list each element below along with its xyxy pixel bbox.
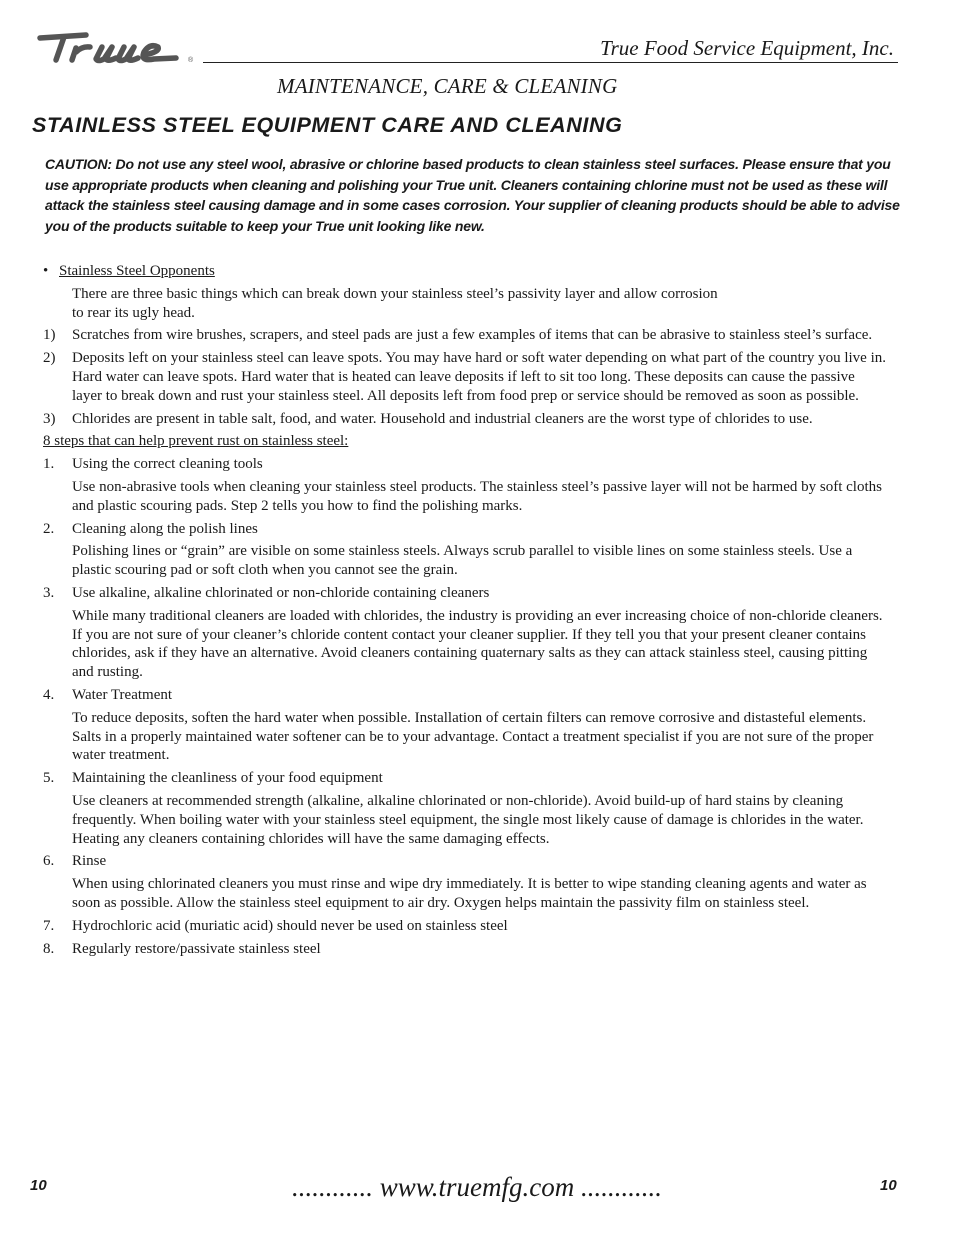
step-body: While many traditional cleaners are loaded with chlorides, the industry is providing an ever increasing choice of non-chloride cleaners. If you are not sure of your cleaner’s chloride content contact your cleaner supplier. If they tell you that your present cleaner contains chlorides, ask if they have an alternative. Avoid cleaners containing quaternary salts as they can attack stainless steel, causing pitting and rusting. [72,607,883,681]
bullet: • [43,263,49,279]
opponents-heading-row [43,262,888,281]
step-number: 4. [43,686,55,703]
opponent-text: Deposits left on your stainless steel can leave spots. You may have hard or soft water depending on what part of the country you live in. Hard water can leave spots. Hard water that is heated can leave deposits if left to sit too long. These deposits can cause the passive layer to break down and rust your stainless steel. All deposits left from food prep or service should be removed as soon as possible. [72,350,886,404]
caution-text: Do not use any steel wool, abrasive or chlorine based products to clean stainless steel surfaces. Please ensure that you use appropriate products when cleaning and polishing your True unit. Cleaners containing chlorine must not be used as these will attack the stainless steel causing damage and in some cases corrosion. Your supplier of cleaning products should be able to advise you of the products suitable to keep your True unit looking like new. [45,156,900,234]
step-item [43,917,888,936]
step-title: Hydrochloric acid (muriatic acid) should never be used on stainless steel [72,917,508,934]
step-body: Use cleaners at recommended strength (alkaline, alkaline chlorinated or non-chloride). Avoid build-up of hard stains by cleaning frequently. When boiling water with your stainless steel equipment, the single most likely cause of damage is chlorides in the water. Heating any cleaners containing chlorides will have the same damaging effects. [72,792,864,847]
true-logo [36,28,196,68]
opponent-item [43,410,888,429]
true-logo-mark [36,28,196,68]
svg-text:®: ® [188,57,194,64]
step-title: Maintaining the cleanliness of your food equipment [72,770,383,787]
opponent-number: 1) [43,327,56,344]
step-body: Use non-abrasive tools when cleaning your stainless steel products. The stainless steel’s passive layer will not be harmed by soft cloths and plastic scouring pads. Step 2 tells you how to find the polishing marks. [72,478,882,514]
step-title: Using the correct cleaning tools [72,456,263,473]
opponent-number: 2) [43,350,56,367]
step-body: When using chlorinated cleaners you must rinse and wipe dry immediately. It is better to wipe standing cleaning agents and water as soon as possible. Allow the stainless steel equipment to air dry. Oxygen helps maintain the passivity film on stainless steel. [72,876,867,911]
page-number-right: 10 [880,1177,897,1194]
step-item [43,940,888,959]
company-name: True Food Service Equipment, Inc. [600,36,894,60]
step-body: To reduce deposits, soften the hard water when possible. Installation of certain filters can remove corrosive and distasteful elements. Salts in a properly maintained water softener can be to your advantage. Contact a treatment specialist if you are not sure of the proper water treatment. [72,709,874,764]
step-number: 6. [43,853,55,870]
footer-website: ............ www.truemfg.com ............ [292,1172,662,1202]
step-item [43,769,888,788]
step-item [43,852,888,871]
step-title: Cleaning along the polish lines [72,520,258,537]
step-number: 7. [43,917,55,934]
opponent-item [43,326,888,345]
step-item [43,584,888,603]
step-number: 5. [43,770,55,787]
step-body: Polishing lines or “grain” are visible on some stainless steels. Always scrub parallel to visible lines on some stainless steels. Use a plastic scouring pad or soft cloth when you cannot see the grain. [72,543,853,579]
step-title: Water Treatment [72,686,173,703]
step-item [43,686,888,705]
step-number: 2. [43,520,55,537]
page-title: STAINLESS STEEL EQUIPMENT CARE AND CLEANING [32,113,623,137]
page-number-left: 10 [30,1177,47,1194]
opponent-number: 3) [43,410,56,427]
body-content [43,262,888,958]
section-title: MAINTENANCE, CARE & CLEANING [277,74,618,98]
opponent-item [43,349,888,405]
opponent-text: Scratches from wire brushes, scrapers, and steel pads are just a few examples of items that can be abrasive to stainless steel’s surface. [72,327,873,344]
step-item [43,520,888,539]
step-title: Regularly restore/passivate stainless steel [72,940,321,957]
steps-heading: 8 steps that can help prevent rust on stainless steel: [43,433,349,450]
opponent-text: Chlorides are present in table salt, food, and water. Household and industrial cleaners are the worst type of chlorides to use. [72,410,813,427]
caution-note [45,154,905,236]
opponents-intro: There are three basic things which can break down your stainless steel’s passivity layer and allow corrosion to rear its ugly head. [72,285,718,321]
step-item [43,455,888,474]
step-number: 8. [43,940,55,957]
step-title: Use alkaline, alkaline chlorinated or non-chloride containing cleaners [72,584,490,601]
step-number: 1. [43,456,55,473]
opponents-heading: Stainless Steel Opponents [59,263,215,279]
step-number: 3. [43,584,55,601]
header-rule [203,62,898,63]
caution-label: CAUTION: [45,156,112,172]
step-title: Rinse [72,853,107,870]
